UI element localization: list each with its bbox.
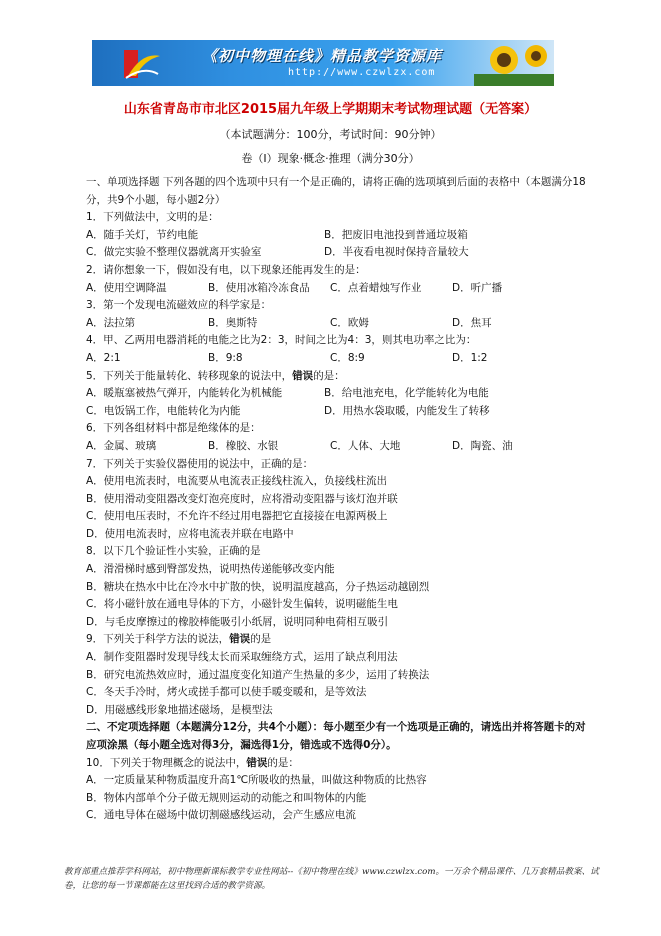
option-c: C．电饭锅工作，电能转化为内能 bbox=[86, 404, 241, 417]
option-c: C．将小磁针放在通电导体的下方，小磁针发生偏转，说明磁能生电 bbox=[86, 598, 398, 611]
option-d: D．与毛皮摩擦过的橡胶棒能吸引小纸屑，说明同种电荷相互吸引 bbox=[86, 615, 389, 628]
option-a: A．制作变阻器时发现导线太长而采取缠绕方式，运用了缺点利用法 bbox=[86, 651, 398, 664]
footer-note: 教育部重点推荐学科网站，初中物理新课标教学专业性网站--《初中物理在线》www.czwlzx.com。一万余个精品课件、几万套精品教案、试卷，让您的每一节课都能在这里找到合适的教学资源。 bbox=[64, 867, 599, 891]
options-row bbox=[86, 280, 586, 298]
option-b: B．物体内部单个分子做无规则运动的动能之和叫物体的内能 bbox=[86, 791, 367, 804]
stem-text: 的是： bbox=[267, 756, 299, 769]
option-d: D．听广播 bbox=[452, 281, 503, 294]
exam-subtitle: （本试题满分：100分，考试时间：90分钟） bbox=[219, 128, 442, 141]
option-a: A．使用电流表时，电流要从电流表正接线柱流入，负接线柱流出 bbox=[86, 475, 388, 488]
options-row bbox=[86, 244, 586, 262]
options-row bbox=[86, 315, 586, 333]
option-a: A．随手关灯，节约电能 bbox=[86, 228, 199, 241]
stem-text: 5．下列关于能量转化、转移现象的说法中， bbox=[86, 369, 293, 382]
option-a: A．滑滑梯时感到臀部发热，说明热传递能够改变内能 bbox=[86, 563, 335, 576]
question-stem: 2．请你想象一下，假如没有电，以下现象还能再发生的是： bbox=[86, 263, 366, 276]
option-c: C．冬天手冷时，烤火或搓手都可以使手暖变暖和，是等效法 bbox=[86, 686, 367, 699]
option-d: D．1:2 bbox=[452, 351, 488, 364]
option-d: D．陶瓷、油 bbox=[452, 439, 513, 452]
option-c: C．使用电压表时，不允许不经过用电器把它直接接在电源两极上 bbox=[86, 510, 388, 523]
stem-emphasis: 错误 bbox=[246, 756, 268, 769]
question-stem: 6．下列各组材料中都是绝缘体的是： bbox=[86, 422, 261, 435]
question-stem bbox=[86, 755, 586, 773]
stem-text: 9．下列关于科学方法的说法， bbox=[86, 633, 230, 646]
option-d: D．用热水袋取暖，内能发生了转移 bbox=[324, 404, 490, 417]
section-heading: 卷（Ⅰ）现象·概念·推理（满分30分） bbox=[241, 152, 420, 165]
site-banner bbox=[92, 40, 554, 86]
option-b: B．橡胶、水银 bbox=[208, 439, 279, 452]
option-a: A．使用空调降温 bbox=[86, 281, 167, 294]
option-c: C．8:9 bbox=[330, 351, 365, 364]
question-stem: 3．第一个发现电流磁效应的科学家是： bbox=[86, 299, 272, 312]
option-d: D．使用电流表时，应将电流表并联在电路中 bbox=[86, 527, 294, 540]
question-stem: 8．以下几个验证性小实验，正确的是 bbox=[86, 545, 261, 558]
stem-emphasis: 错误 bbox=[292, 369, 314, 382]
option-b: B．9:8 bbox=[208, 351, 243, 364]
option-d: D．半夜看电视时保持音量较大 bbox=[324, 246, 469, 259]
option-c: C．做完实验不整理仪器就离开实验室 bbox=[86, 246, 262, 259]
options-row bbox=[86, 403, 586, 421]
stem-text: 的是 bbox=[250, 633, 272, 646]
question-stem bbox=[86, 368, 586, 386]
option-c: C．通电导体在磁场中做切割磁感线运动，会产生感应电流 bbox=[86, 809, 356, 822]
option-b: B．把废旧电池投到普通垃圾箱 bbox=[324, 228, 468, 241]
option-b: B．奥斯特 bbox=[208, 316, 258, 329]
exam-title: 山东省青岛市市北区2015届九年级上学期期末考试物理试题（无答案） bbox=[123, 102, 538, 117]
question-stem: 7．下列关于实验仪器使用的说法中，正确的是： bbox=[86, 457, 314, 470]
stem-text: 的是： bbox=[313, 369, 345, 382]
option-a: A．金属、玻璃 bbox=[86, 439, 157, 452]
option-a: A．一定质量某种物质温度升高1℃所吸收的热量，叫做这种物质的比热容 bbox=[86, 774, 427, 787]
question-stem: 4．甲、乙两用电器消耗的电能之比为2：3，时间之比为4：3，则其电功率之比为： bbox=[86, 334, 477, 347]
option-c: C．点着蜡烛写作业 bbox=[330, 281, 422, 294]
option-d: D．焦耳 bbox=[452, 316, 492, 329]
site-logo-icon bbox=[122, 46, 162, 82]
options-row bbox=[86, 350, 586, 368]
part1-intro: 一、单项选择题 下列各题的四个选项中只有一个是正确的，请将正确的选项填到后面的表格中（本题满分18分，共9个小题，每小题2分） bbox=[86, 176, 586, 206]
option-b: B．糖块在热水中比在冷水中扩散的快，说明温度越高，分子热运动越剧烈 bbox=[86, 580, 430, 593]
question-body bbox=[86, 174, 586, 825]
option-c: C．人体、大地 bbox=[330, 439, 401, 452]
sunflower-icon bbox=[474, 40, 554, 86]
options-row bbox=[86, 438, 586, 456]
banner-title: 《初中物理在线》精品教学资源库 bbox=[202, 47, 443, 65]
stem-emphasis: 错误 bbox=[229, 633, 251, 646]
option-a: A．法拉第 bbox=[86, 316, 136, 329]
option-b: B．研究电流热效应时，通过温度变化知道产生热量的多少，运用了转换法 bbox=[86, 668, 430, 681]
question-stem bbox=[86, 631, 586, 649]
option-b: B．使用冰箱冷冻食品 bbox=[208, 281, 310, 294]
stem-text: 10．下列关于物理概念的说法中， bbox=[86, 756, 247, 769]
question-stem: 1．下列做法中，文明的是： bbox=[86, 211, 219, 224]
option-d: D．用磁感线形象地描述磁场，是模型法 bbox=[86, 703, 273, 716]
options-row bbox=[86, 227, 586, 245]
option-b: B．使用滑动变阻器改变灯泡亮度时，应将滑动变阻器与该灯泡并联 bbox=[86, 492, 398, 505]
options-row bbox=[86, 385, 586, 403]
option-c: C．欧姆 bbox=[330, 316, 369, 329]
banner-url: http://www.czwlzx.com bbox=[288, 67, 436, 78]
option-b: B．给电池充电，化学能转化为电能 bbox=[324, 387, 489, 400]
part2-intro: 二、不定项选择题（本题满分12分，共4个小题）：每小题至少有一个选项是正确的，请选出并将答题卡的对应项涂黑（每小题全选对得3分，漏选得1分，错选或不选得0分）。 bbox=[86, 721, 586, 751]
option-a: A．2:1 bbox=[86, 351, 121, 364]
option-a: A．暖瓶塞被热气弹开，内能转化为机械能 bbox=[86, 387, 283, 400]
